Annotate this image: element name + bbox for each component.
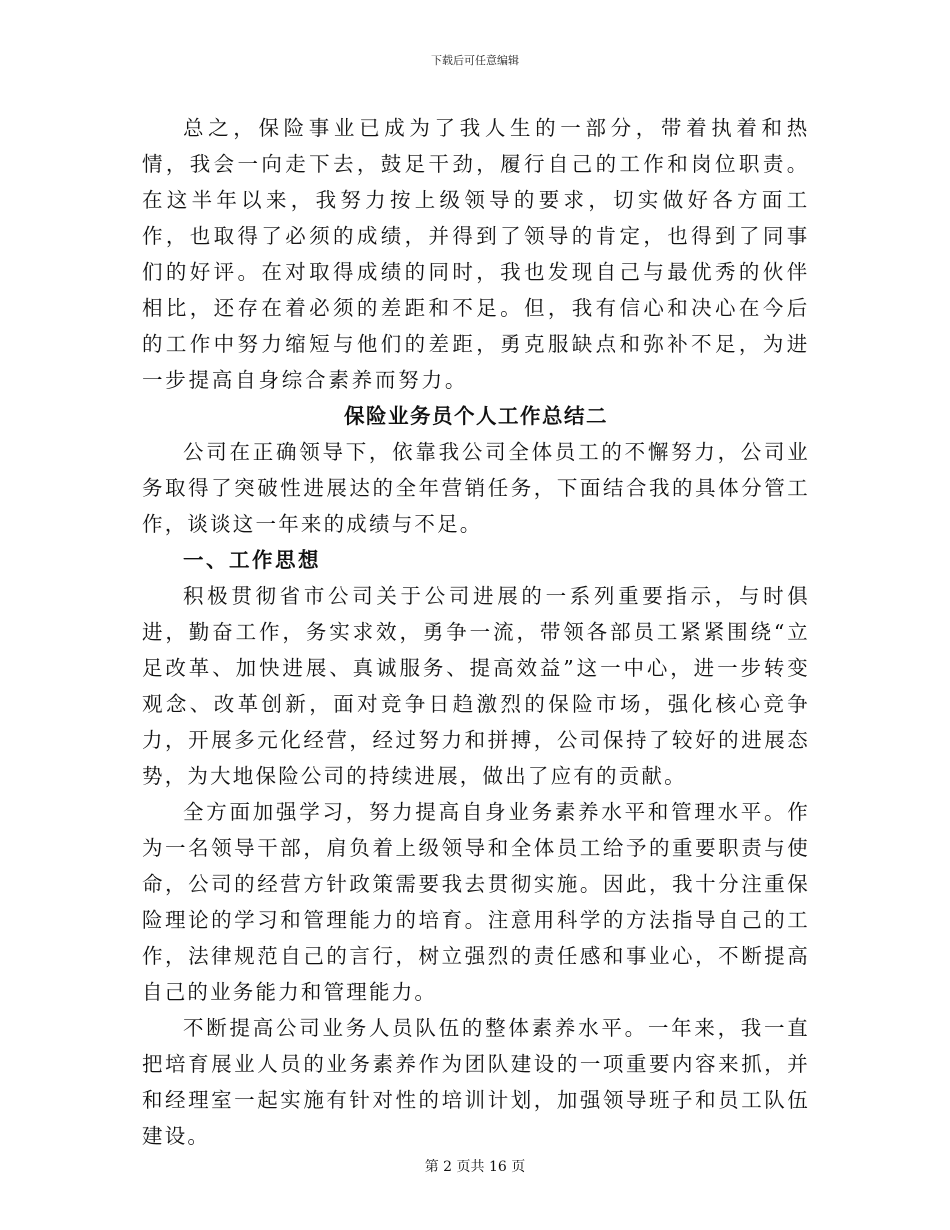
page-footer-number: 第 2 页共 16 页: [424, 1159, 526, 1175]
document-subtitle: 保险业务员个人工作总结二: [344, 404, 608, 428]
section-heading-work-thought: 一、工作思想: [183, 548, 321, 572]
document-body: [142, 110, 810, 1154]
paragraph-team-quality: 不断提高公司业务人员队伍的整体素养水平。一年来，我一直把培育展业人员的业务素养作为团队建设的一项重要内容来抓，并和经理室一起实施有针对性的培训计划，加强领导班子和员工队伍建设。: [142, 1016, 810, 1148]
paragraph-work-thought: 积极贯彻省市公司关于公司进展的一系列重要指示，与时俱进，勤奋工作，务实求效，勇争一流，带领各部员工紧紧围绕“立足改革、加快进展、真诚服务、提高效益”这一中心，进一步转变观念、改革创新，面对竞争日趋激烈的保险市场，强化核心竞争力，开展多元化经营，经过努力和拼搏，公司保持了较好的进展态势，为大地保险公司的持续进展，做出了应有的贡献。: [142, 584, 810, 788]
paragraph-conclusion: 总之，保险事业已成为了我人生的一部分，带着执着和热情，我会一向走下去，鼓足干劲，履行自己的工作和岗位职责。在这半年以来，我努力按上级领导的要求，切实做好各方面工作，也取得了必须的成绩，并得到了领导的肯定，也得到了同事们的好评。在对取得成绩的同时，我也发现自己与最优秀的伙伴相比，还存在着必须的差距和不足。但，我有信心和决心在今后的工作中努力缩短与他们的差距，勇克服缺点和弥补不足，为进一步提高自身综合素养而努力。: [142, 116, 810, 392]
paragraph-learning: 全方面加强学习，努力提高自身业务素养水平和管理水平。作为一名领导干部，肩负着上级领导和全体员工给予的重要职责与使命，公司的经营方针政策需要我去贯彻实施。因此，我十分注重保险理论的学习和管理能力的培育。注意用科学的方法指导自己的工作，法律规范自己的言行，树立强烈的责任感和事业心，不断提高自己的业务能力和管理能力。: [142, 800, 810, 1004]
page-header-note: 下载后可任意编辑: [431, 54, 519, 67]
paragraph-intro: 公司在正确领导下，依靠我公司全体员工的不懈努力，公司业务取得了突破性进展达的全年营销任务，下面结合我的具体分管工作，谈谈这一年来的成绩与不足。: [142, 440, 810, 536]
